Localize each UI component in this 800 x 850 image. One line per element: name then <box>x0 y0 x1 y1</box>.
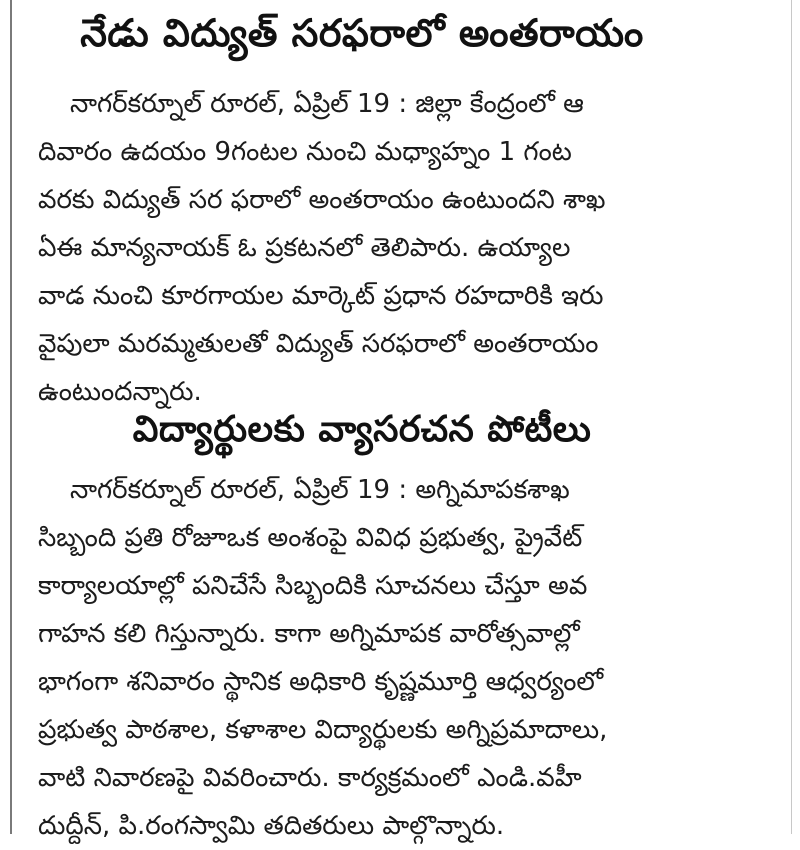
column-divider-right <box>791 0 792 834</box>
article-body-line: వైపులా మరమ్మతులతో విద్యుత్ సరఫరాలో అంతరాయం <box>38 329 599 359</box>
article-body-line: ప్రభుత్వ పాఠశాల, కళాశాల విద్యార్థులకు అగ్నిప్రమాదాలు, <box>38 715 608 745</box>
article-body-line: భాగంగా శనివారం స్థానిక అధికారి కృష్ణమూర్తి ఆధ్వర్యంలో <box>38 667 604 697</box>
article-body-line: నాగర్‌కర్నూల్ రూరల్, ఏప్రిల్ 19 : అగ్నిమాపకశాఖ <box>70 475 570 505</box>
article-body-line: గాహన కలి గిస్తున్నారు. కాగా అగ్నిమాపక వారోత్సవాల్లో <box>38 619 580 649</box>
article-body-line: కార్యాలయాల్లో పనిచేసే సిబ్బందికి సూచనలు చేస్తూ అవ <box>38 571 588 601</box>
article-body-line: వాటి నివారణపై వివరించారు. కార్యక్రమంలో ఎండి.వహీ <box>38 763 582 793</box>
article-body-line: దుద్దీన్, పి.రంగస్వామి తదితరులు పాల్గొన్నారు. <box>38 811 505 841</box>
column-divider-left <box>10 0 12 834</box>
article-body-line: సిబ్బంది ప్రతి రోజూఒక అంశంపై వివిధ ప్రభుత్వ, ప్రైవేట్ <box>38 523 583 553</box>
article-body-line: ఉంటుందన్నారు. <box>38 377 202 407</box>
article-body-line: వాడ నుంచి కూరగాయల మార్కెట్ ప్రధాన రహదారికి ఇరు <box>38 281 604 311</box>
article-headline: విద్యార్థులకు వ్యాసరచన పోటీలు <box>132 409 592 450</box>
article-essay-competition <box>38 404 686 850</box>
article-body-line: ఏఈ మాన్యనాయక్ ఓ ప్రకటనలో తెలిపారు. ఉయ్యాల <box>38 233 571 263</box>
article-body-line: వరకు విద్యుత్ సర ఫరాలో అంతరాయం ఉంటుందని శాఖ <box>38 185 606 215</box>
article-power-outage <box>38 6 686 416</box>
article-body-line: నాగర్‌కర్నూల్ రూరల్, ఏప్రిల్ 19 : జిల్లా కేంద్రంలో ఆ <box>70 89 584 119</box>
article-headline: నేడు విద్యుత్ సరఫరాలో అంతరాయం <box>80 11 644 55</box>
article-body-line: దివారం ఉదయం 9గంటల నుంచి మధ్యాహ్నం 1 గంట <box>38 137 572 167</box>
